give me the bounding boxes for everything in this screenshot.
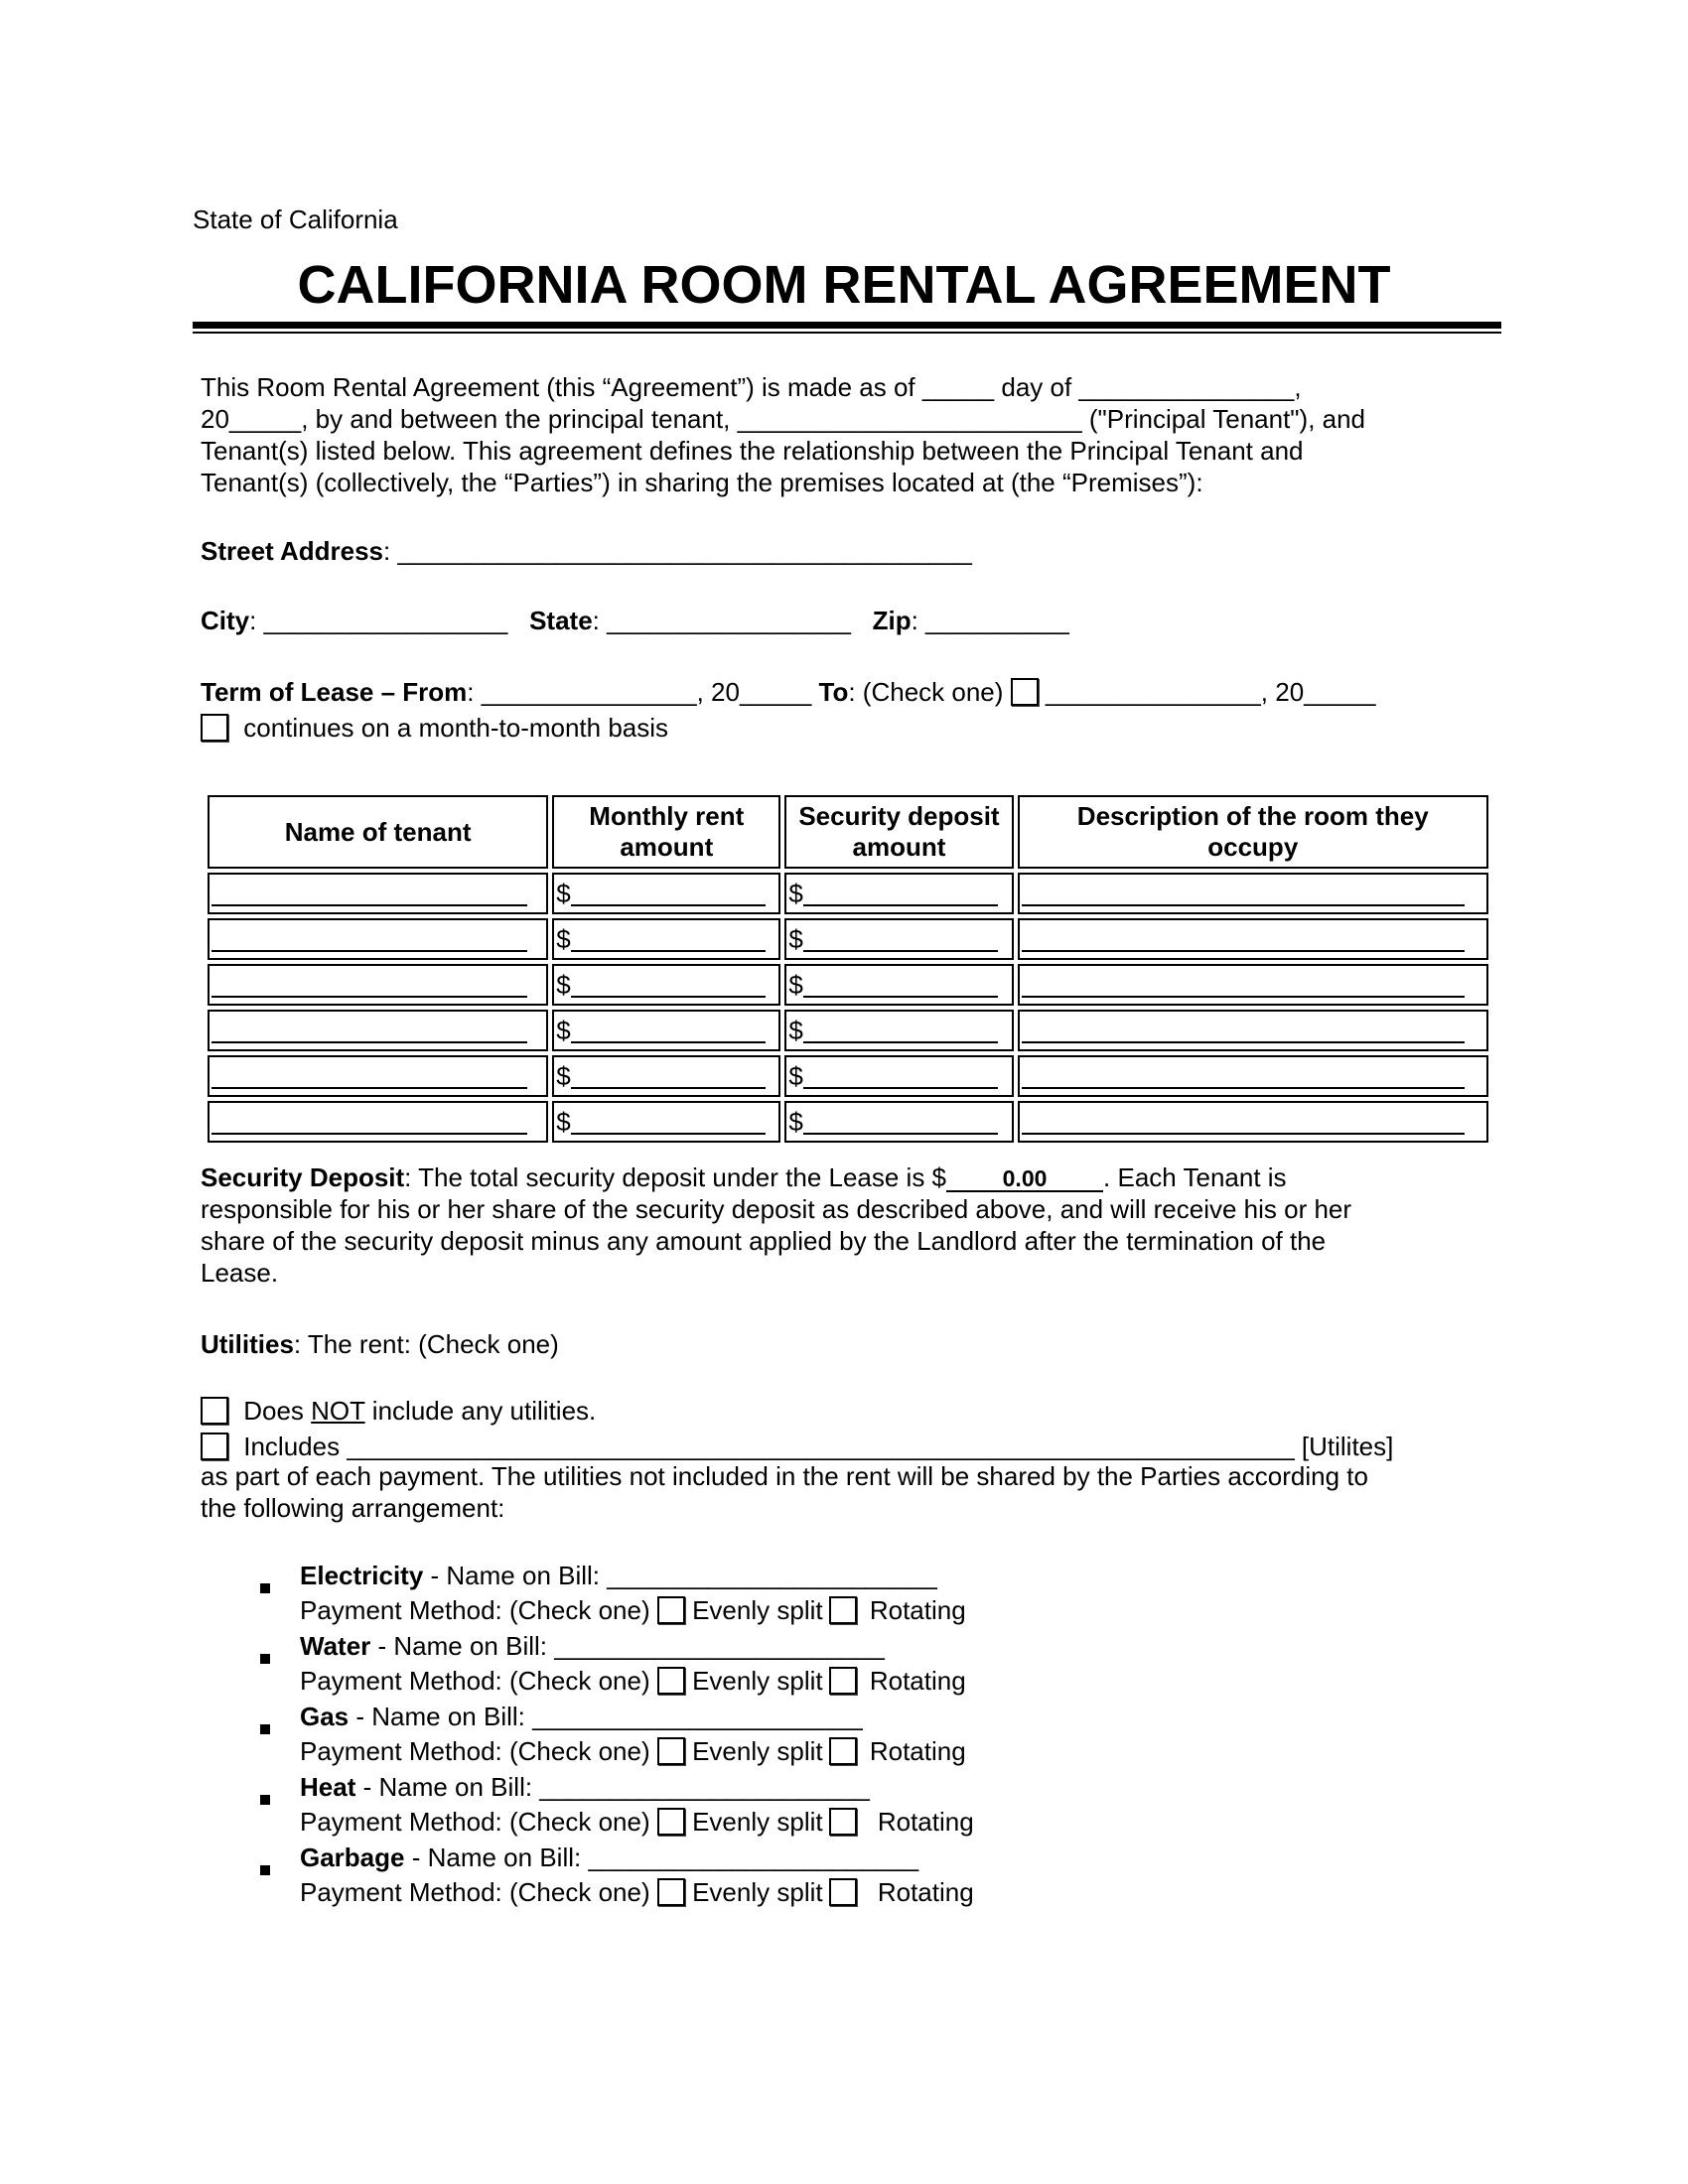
- monthly-rent-field[interactable]: [552, 873, 780, 914]
- bullet-icon: [260, 1852, 270, 1884]
- currency-symbol: $: [556, 1016, 571, 1045]
- intro-line: 20_____, by and between the principal tenant, ________________________ ("Principal Tenant"), and: [201, 404, 1366, 434]
- currency-symbol: $: [788, 970, 803, 1000]
- tenant-name-field[interactable]: [208, 918, 548, 960]
- room-description-field[interactable]: [1018, 873, 1488, 914]
- intro-line: This Room Rental Agreement (this “Agreement”) is made as of _____ day of _______________,: [201, 372, 1302, 402]
- blank-line: [803, 924, 998, 952]
- tenant-name-field[interactable]: [208, 1101, 548, 1143]
- title-rule-thick: [193, 322, 1501, 329]
- term-to-text: : (Check one): [848, 677, 1004, 707]
- blank-line: [803, 1061, 998, 1089]
- street-address-label: Street Address: [201, 536, 383, 566]
- table-row: [208, 1101, 1488, 1143]
- utility-name: Water: [300, 1631, 371, 1661]
- currency-symbol: $: [788, 1061, 803, 1091]
- rotating-checkbox[interactable]: [829, 1596, 857, 1624]
- payment-method-row: Payment Method: (Check one) Evenly split Rotating: [300, 1877, 974, 1907]
- month-to-month-label: continues on a month-to-month basis: [243, 713, 669, 743]
- room-description-field[interactable]: [1018, 918, 1488, 960]
- currency-symbol: $: [788, 879, 803, 908]
- blank-line: [803, 879, 998, 906]
- utility-item: [300, 1560, 937, 1591]
- currency-symbol: $: [556, 970, 571, 1000]
- header-monthly-rent: Monthly rent amount: [552, 795, 780, 869]
- utility-name: Gas: [300, 1702, 350, 1731]
- header-security-deposit: Security deposit amount: [784, 795, 1013, 869]
- blank-line: [571, 1107, 766, 1135]
- blank-line: [211, 970, 527, 998]
- street-address-row: [201, 535, 972, 567]
- state-label: State of California: [193, 205, 398, 234]
- term-label: Term of Lease – From: [201, 677, 468, 707]
- blank-line: [571, 970, 766, 998]
- blank-line: [211, 1061, 527, 1089]
- state-field-label: State: [529, 606, 593, 635]
- table-row: [208, 1055, 1488, 1097]
- monthly-rent-field[interactable]: [552, 918, 780, 960]
- currency-symbol: $: [556, 1061, 571, 1091]
- name-on-bill-field[interactable]: - Name on Bill: _______________________: [349, 1702, 863, 1731]
- intro-line: Tenant(s) listed below. This agreement defines the relationship between the Principal Tenant and: [201, 436, 1304, 466]
- security-deposit-label: Security Deposit: [201, 1162, 405, 1192]
- blank-line: [211, 879, 527, 906]
- bullet-icon: [260, 1641, 270, 1673]
- table-header-row: [208, 795, 1488, 869]
- currency-symbol: $: [788, 1107, 803, 1137]
- title-rule-thin: [193, 332, 1501, 334]
- currency-symbol: $: [556, 1107, 571, 1137]
- utility-name: Garbage: [300, 1843, 405, 1872]
- tenant-name-field[interactable]: [208, 1010, 548, 1051]
- monthly-rent-field[interactable]: [552, 1055, 780, 1097]
- blank-line: [803, 1107, 998, 1135]
- blank-line: [1022, 1061, 1465, 1089]
- tenant-name-field[interactable]: [208, 964, 548, 1006]
- state-field[interactable]: : _________________: [592, 606, 851, 635]
- blank-line: [1022, 1016, 1465, 1043]
- utilities-heading: Utilities: The rent: (Check one): [201, 1329, 559, 1359]
- currency-symbol: $: [556, 924, 571, 954]
- tenant-rows: [208, 873, 1488, 1143]
- rotating-checkbox[interactable]: [829, 1737, 857, 1765]
- blank-line: [1022, 1107, 1465, 1135]
- tenant-table: [204, 791, 1492, 1147]
- blank-line: [571, 879, 766, 906]
- table-row: [208, 918, 1488, 960]
- header-name-of-tenant: Name of tenant: [208, 795, 548, 869]
- intro-line: Tenant(s) (collectively, the “Parties”) in sharing the premises located at (the “Premises”):: [201, 468, 1203, 497]
- security-deposit-field[interactable]: [784, 964, 1013, 1006]
- security-deposit-field[interactable]: [784, 1055, 1013, 1097]
- blank-line: [1022, 924, 1465, 952]
- monthly-rent-field[interactable]: [552, 1101, 780, 1143]
- term-of-lease-row: [201, 676, 1375, 708]
- bullet-icon: [260, 1711, 270, 1743]
- blank-line: [571, 1061, 766, 1089]
- name-on-bill-field[interactable]: - Name on Bill: _______________________: [355, 1772, 870, 1802]
- security-deposit-field[interactable]: [784, 1101, 1013, 1143]
- city-label: City: [201, 606, 250, 635]
- currency-symbol: $: [556, 879, 571, 908]
- evenly-split-checkbox[interactable]: [657, 1737, 685, 1765]
- zip-field[interactable]: : __________: [911, 606, 1069, 635]
- name-on-bill-field[interactable]: - Name on Bill: _______________________: [370, 1631, 885, 1661]
- security-deposit-field[interactable]: [784, 1010, 1013, 1051]
- month-to-month-row: [201, 712, 668, 744]
- blank-line: [571, 1016, 766, 1043]
- intro-paragraph: [201, 371, 1501, 498]
- header-room-description: Description of the room they occupy: [1018, 795, 1488, 869]
- room-description-field[interactable]: [1018, 964, 1488, 1006]
- evenly-split-checkbox[interactable]: [657, 1667, 685, 1695]
- payment-method-row: Payment Method: (Check one) Evenly split Rotating: [300, 1595, 966, 1625]
- utilities-option-includes: Includes __________________________________________________________________ [Utilites]: [201, 1431, 1393, 1462]
- included-utilities-field[interactable]: __________________________________________________________________: [347, 1432, 1295, 1461]
- city-state-zip-row: [201, 605, 1069, 636]
- rotating-checkbox[interactable]: [829, 1808, 857, 1836]
- blank-line: [803, 970, 998, 998]
- tenant-name-field[interactable]: [208, 1055, 548, 1097]
- security-deposit-field[interactable]: [784, 873, 1013, 914]
- blank-line: [1022, 879, 1465, 906]
- utility-name: Electricity: [300, 1561, 424, 1590]
- term-end-date-checkbox[interactable]: [1011, 678, 1039, 706]
- bullet-icon: [260, 1570, 270, 1602]
- no-utilities-checkbox[interactable]: [201, 1397, 228, 1425]
- utility-item: [300, 1842, 918, 1873]
- room-description-field[interactable]: [1018, 1010, 1488, 1051]
- rotating-checkbox[interactable]: [829, 1667, 857, 1695]
- evenly-split-checkbox[interactable]: [657, 1878, 685, 1906]
- currency-symbol: $: [788, 924, 803, 954]
- blank-line: [1022, 970, 1465, 998]
- blank-line: [211, 924, 527, 952]
- utilities-arrangement-text: as part of each payment. The utilities not included in the rent will be shared by the Parties according to the following arrangement:: [201, 1461, 1368, 1523]
- monthly-rent-field[interactable]: [552, 1010, 780, 1051]
- blank-line: [211, 1016, 527, 1043]
- blank-line: [211, 1107, 527, 1135]
- name-on-bill-field[interactable]: - Name on Bill: _______________________: [423, 1561, 937, 1590]
- security-deposit-amount[interactable]: 0.00: [946, 1166, 1103, 1192]
- name-on-bill-field[interactable]: - Name on Bill: _______________________: [404, 1843, 919, 1872]
- utility-item: [300, 1630, 885, 1662]
- utility-item: [300, 1771, 870, 1803]
- term-from-field[interactable]: : _______________, 20_____: [467, 677, 812, 707]
- includes-utilities-checkbox[interactable]: [201, 1433, 228, 1460]
- month-to-month-checkbox[interactable]: [201, 714, 228, 742]
- payment-method-row: Payment Method: (Check one) Evenly split Rotating: [300, 1736, 966, 1766]
- zip-label: Zip: [872, 606, 912, 635]
- rotating-checkbox[interactable]: [829, 1878, 857, 1906]
- payment-method-row: Payment Method: (Check one) Evenly split Rotating: [300, 1666, 966, 1696]
- term-to-field[interactable]: _______________, 20_____: [1045, 677, 1376, 707]
- monthly-rent-field[interactable]: [552, 964, 780, 1006]
- blank-line: [571, 924, 766, 952]
- currency-symbol: $: [788, 1016, 803, 1045]
- table-row: [208, 964, 1488, 1006]
- term-to-label: To: [818, 677, 849, 707]
- table-row: [208, 873, 1488, 914]
- bullet-icon: [260, 1782, 270, 1814]
- street-address-field[interactable]: : ________________________________________: [383, 536, 972, 566]
- utility-item: [300, 1701, 863, 1732]
- security-deposit-field[interactable]: [784, 918, 1013, 960]
- payment-method-row: Payment Method: (Check one) Evenly split Rotating: [300, 1807, 974, 1837]
- utilities-option-none: Does NOT include any utilities.: [201, 1395, 596, 1427]
- security-deposit-paragraph: Security Deposit: The total security deposit under the Lease is $ 0.00 . Each Tenant is responsible for his or her share of the security deposit as described above, and will receive his or her share of the security deposit minus any amount applied by the Landlord after the termination of the Lease.: [201, 1162, 1352, 1288]
- blank-line: [803, 1016, 998, 1043]
- document-title: CALIFORNIA ROOM RENTAL AGREEMENT: [297, 255, 1391, 315]
- table-row: [208, 1010, 1488, 1051]
- room-description-field[interactable]: [1018, 1055, 1488, 1097]
- utility-name: Heat: [300, 1772, 356, 1802]
- tenant-name-field[interactable]: [208, 873, 548, 914]
- utilities-label: Utilities: [201, 1329, 294, 1359]
- city-field[interactable]: : _________________: [249, 606, 508, 635]
- evenly-split-checkbox[interactable]: [657, 1808, 685, 1836]
- room-description-field[interactable]: [1018, 1101, 1488, 1143]
- evenly-split-checkbox[interactable]: [657, 1596, 685, 1624]
